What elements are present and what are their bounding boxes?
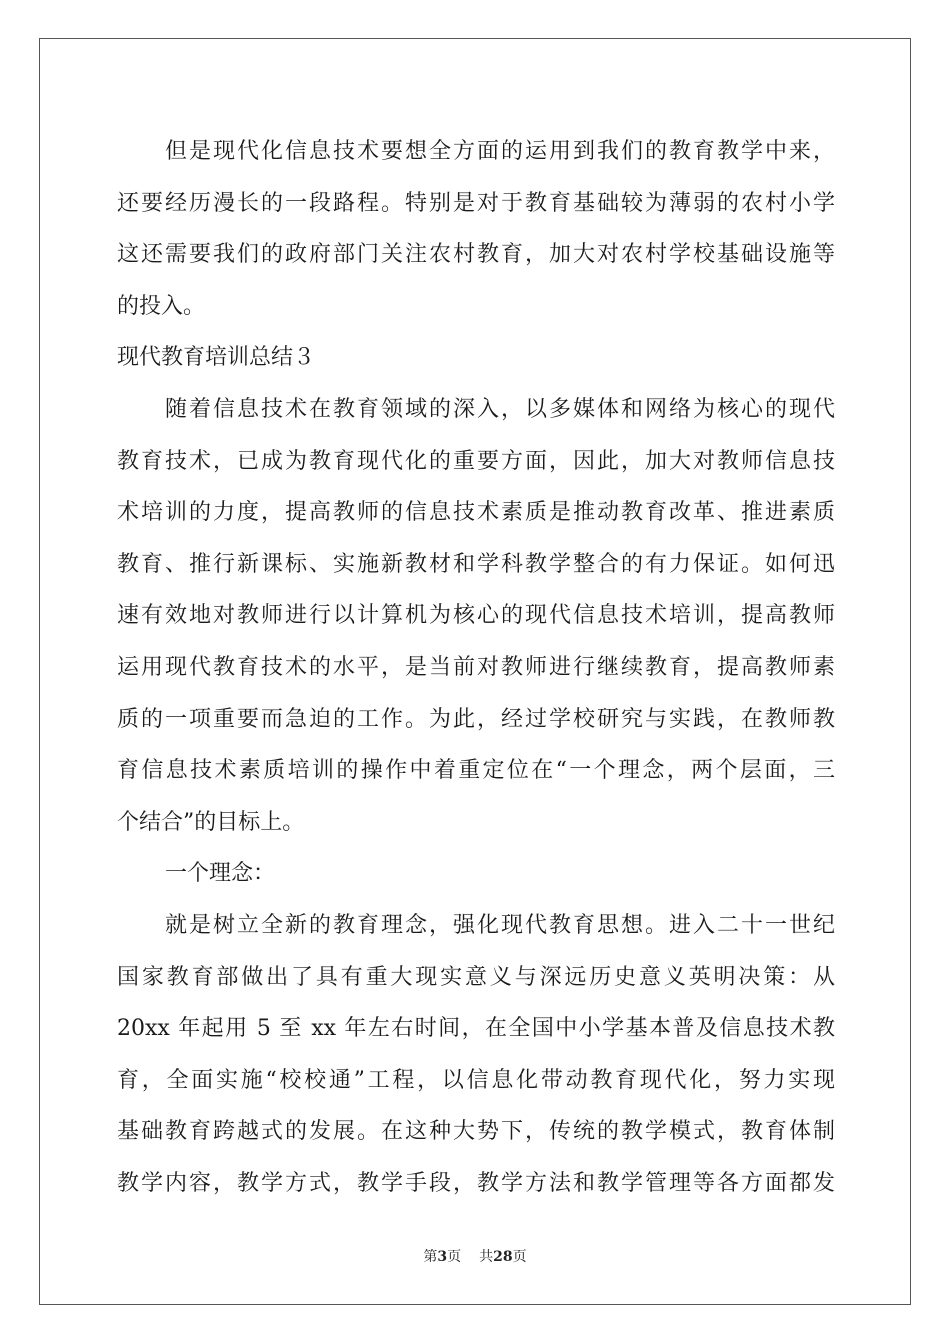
subheading-line: 一个理念： [165,861,276,887]
text-line: 这还需要我们的政府部门关注农村教育，加大对农村学校基础设施等 [117,242,835,268]
text-line: 就是树立全新的教育理念，强化现代教育思想。进入二十一世纪 [165,912,835,938]
text-line: 速有效地对教师进行以计算机为核心的现代信息技术培训，提高教师 [117,603,835,629]
text-line: 但是现代化信息技术要想全方面的运用到我们的教育教学中来， [165,139,835,164]
document-body [117,126,835,1209]
total-pages: 28 [493,1249,513,1265]
text-line: 国家教育部做出了具有重大现实意义与深远历史意义英明决策：从 [117,964,835,990]
text-line: 还要经历漫长的一段路程。特别是对于教育基础较为薄弱的农村小学 [117,190,835,216]
page-number: 3 [437,1249,448,1265]
text-line: 术培训的力度，提高教师的信息技术素质是推动教育改革、推进素质 [117,500,835,526]
text-line: 育信息技术素质培训的操作中着重定位在“一个理念，两个层面，三 [117,758,835,784]
text-line: 的投入。 [117,293,206,319]
text-line: 育，全面实施“校校通”工程，以信息化带动教育现代化，努力实现 [117,1067,835,1093]
text-line: 随着信息技术在教育领域的深入，以多媒体和网络为核心的现代 [165,396,835,422]
page-prefix: 第 [423,1249,438,1265]
text-line: 教学内容，教学方式，教学手段，教学方法和教学管理等各方面都发 [117,1170,835,1196]
text-line: 基础教育跨越式的发展。在这种大势下，传统的教学模式，教育体制 [117,1119,835,1145]
total-suffix: 页 [512,1249,527,1265]
text-line: 个结合”的目标上。 [117,809,305,835]
page-suffix: 页 [447,1249,462,1265]
total-prefix: 共 [479,1249,494,1265]
text-line: 20xx 年起用 5 至 xx 年左右时间，在全国中小学基本普及信息技术教 [117,1016,835,1042]
section-heading: 现代教育培训总结３ [117,345,316,371]
text-line: 教育技术，已成为教育现代化的重要方面，因此，加大对教师信息技 [117,448,835,474]
text-line: 质的一项重要而急迫的工作。为此，经过学校研究与实践，在教师教 [117,706,835,732]
text-line: 运用现代教育技术的水平，是当前对教师进行继续教育，提高教师素 [117,654,835,680]
page-footer [0,1246,950,1266]
text-line: 教育、推行新课标、实施新教材和学科教学整合的有力保证。如何迅 [117,551,835,577]
